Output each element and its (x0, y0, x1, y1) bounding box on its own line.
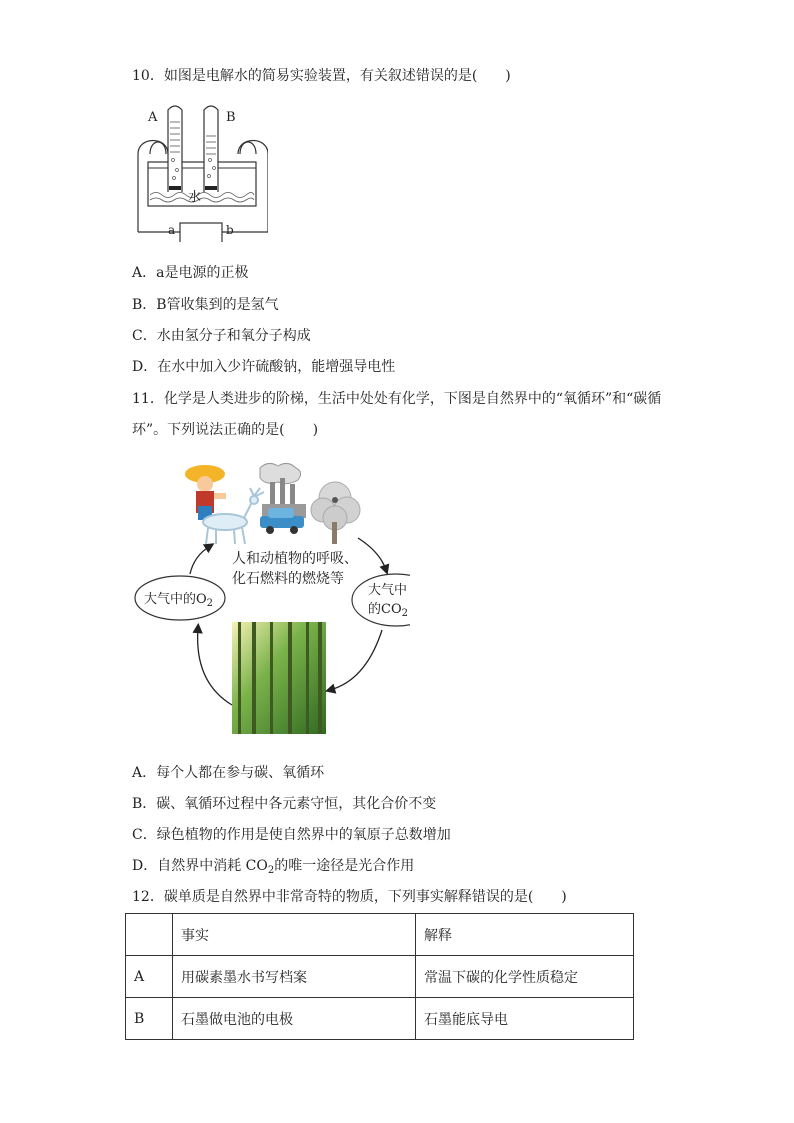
cycle-caption-line2: 化石燃料的燃烧等 (232, 571, 344, 587)
q10-option-d: D．在水中加入少许硫酸钠，能增强导电性 (132, 359, 396, 375)
table-cell: 用碳素墨水书写档案 (173, 956, 416, 998)
forest-photo (232, 622, 326, 734)
table-cell: 常温下碳的化学性质稳定 (416, 956, 634, 998)
table-cell: A (126, 956, 173, 998)
atmosphere-co2-label: 大气中 的$CO_2$ (368, 583, 408, 619)
table-cell: 石墨做电池的电极 (173, 998, 416, 1040)
table-header-cell (126, 914, 173, 956)
table-header-cell: 事实 (173, 914, 416, 956)
q11-stem-line2: 环”。下列说法正确的是( ) (132, 422, 319, 438)
q11-option-d: D．自然界中消耗 $CO_2$的唯一途径是光合作用 (132, 858, 415, 876)
oxygen-carbon-cycle-diagram (130, 460, 410, 740)
electrolysis-apparatus-diagram (128, 100, 268, 242)
q10-stem: 10．如图是电解水的简易实验装置，有关叙述错误的是( ) (132, 68, 511, 84)
q11-stem-line1: 11．化学是人类进步的阶梯，生活中处处有化学，下图是自然界中的“氧循环”和“碳循 (132, 391, 662, 407)
table-cell: B (126, 998, 173, 1040)
table-header-row (126, 914, 634, 956)
q12-stem: 12．碳单质是自然界中非常奇特的物质，下列事实解释错误的是( ) (132, 889, 567, 905)
cycle-caption-line1: 人和动植物的呼吸、 (232, 551, 358, 567)
q10-option-c: C．水由氢分子和氧分子构成 (132, 328, 311, 344)
q11-option-c: C．绿色植物的作用是使自然界中的氧原子总数增加 (132, 827, 451, 843)
farmer-icon (185, 465, 226, 520)
q10-option-b: B．B管收集到的是氢气 (132, 297, 279, 313)
table-cell: 石墨能底导电 (416, 998, 634, 1040)
label-a: a (168, 223, 176, 237)
tree-icon (311, 482, 360, 544)
label-tube-a: A (148, 110, 158, 125)
label-water: 水 (188, 190, 202, 205)
q11-option-b: B．碳、氧循环过程中各元素守恒，其化合价不变 (132, 796, 437, 812)
label-tube-b: B (226, 110, 236, 125)
q11-option-a: A．每个人都在参与碳、氧循环 (132, 765, 325, 781)
table-row (126, 956, 634, 998)
table-header-cell: 解释 (416, 914, 634, 956)
table-row (126, 998, 634, 1040)
q10-option-a: A．a是电源的正极 (132, 265, 249, 281)
atmosphere-o2-label: 大气中的$O_2$ (144, 592, 214, 609)
label-b: b (226, 223, 234, 237)
q12-table (125, 913, 634, 1040)
